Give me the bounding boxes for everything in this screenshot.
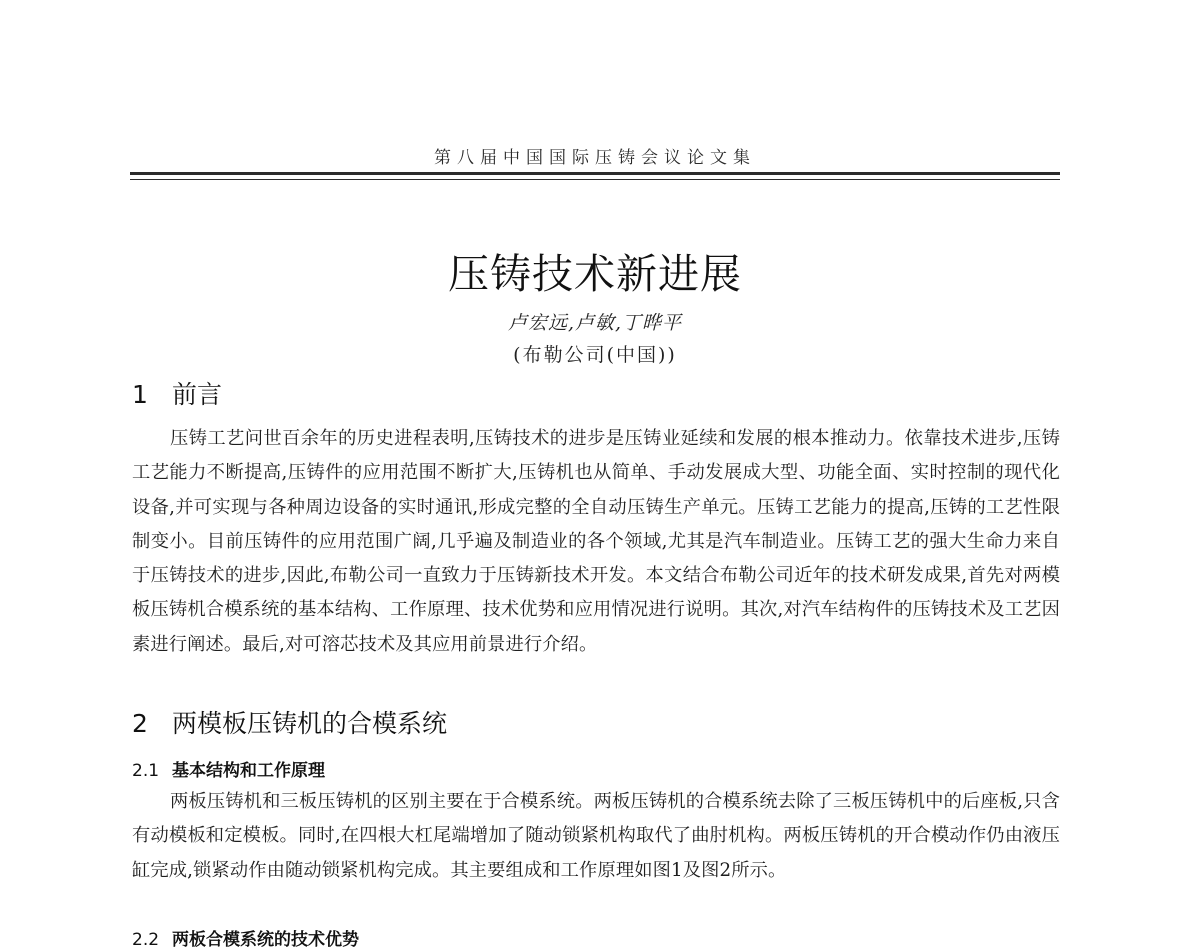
header-rule-thick: [130, 172, 1060, 175]
section-heading-2: [132, 708, 447, 740]
authors: 卢宏远,卢敏,丁晔平: [507, 312, 683, 334]
paper-title: 压铸技术新进展: [448, 250, 742, 298]
running-header: 第八届中国国际压铸会议论文集: [434, 148, 756, 168]
section-title: 前言: [172, 380, 223, 409]
paragraph-basic-structure: 两板压铸机和三板压铸机的区别主要在于合模系统。两板压铸机的合模系统去除了三板压铸机中的后座板,只含有动模板和定模板。同时,在四根大杠尾端增加了随动锁紧机构取代了曲肘机构。两板压铸机的开合模动作仍由液压缸完成,锁紧动作由随动锁紧机构完成。其主要组成和工作原理如图1及图2所示。: [132, 791, 1060, 881]
paragraph-introduction: 压铸工艺问世百余年的历史进程表明,压铸技术的进步是压铸业延续和发展的根本推动力。依靠技术进步,压铸工艺能力不断提高,压铸件的应用范围不断扩大,压铸机也从简单、手动发展成大型、功能全面、实时控制的现代化设备,并可实现与各种周边设备的实时通讯,形成完整的全自动压铸生产单元。压铸工艺能力的提高,压铸的工艺性限制变小。目前压铸件的应用范围广阔,几乎遍及制造业的各个领域,尤其是汽车制造业。压铸工艺的强大生命力来自于压铸技术的进步,因此,布勒公司一直致力于压铸新技术开发。本文结合布勒公司近年的技术研发成果,首先对两模板压铸机合模系统的基本结构、工作原理、技术优势和应用情况进行说明。其次,对汽车结构件的压铸技术及工艺因素进行阐述。最后,对可溶芯技术及其应用前景进行介绍。: [132, 428, 1060, 655]
affiliation: (布勒公司(中国)): [513, 344, 677, 366]
subsection-number: 2.2: [132, 930, 160, 950]
header-rule-thin: [130, 179, 1060, 180]
subsection-title: 基本结构和工作原理: [172, 761, 325, 781]
subsection-title: 两板合模系统的技术优势: [172, 930, 359, 950]
section-number: 1: [132, 380, 148, 409]
subsection-heading-2-2: [132, 928, 359, 952]
section-heading-1: [132, 379, 222, 411]
section-title: 两模板压铸机的合模系统: [172, 709, 448, 738]
subsection-number: 2.1: [132, 761, 160, 781]
subsection-heading-2-1: [132, 759, 325, 783]
section-number: 2: [132, 709, 148, 738]
